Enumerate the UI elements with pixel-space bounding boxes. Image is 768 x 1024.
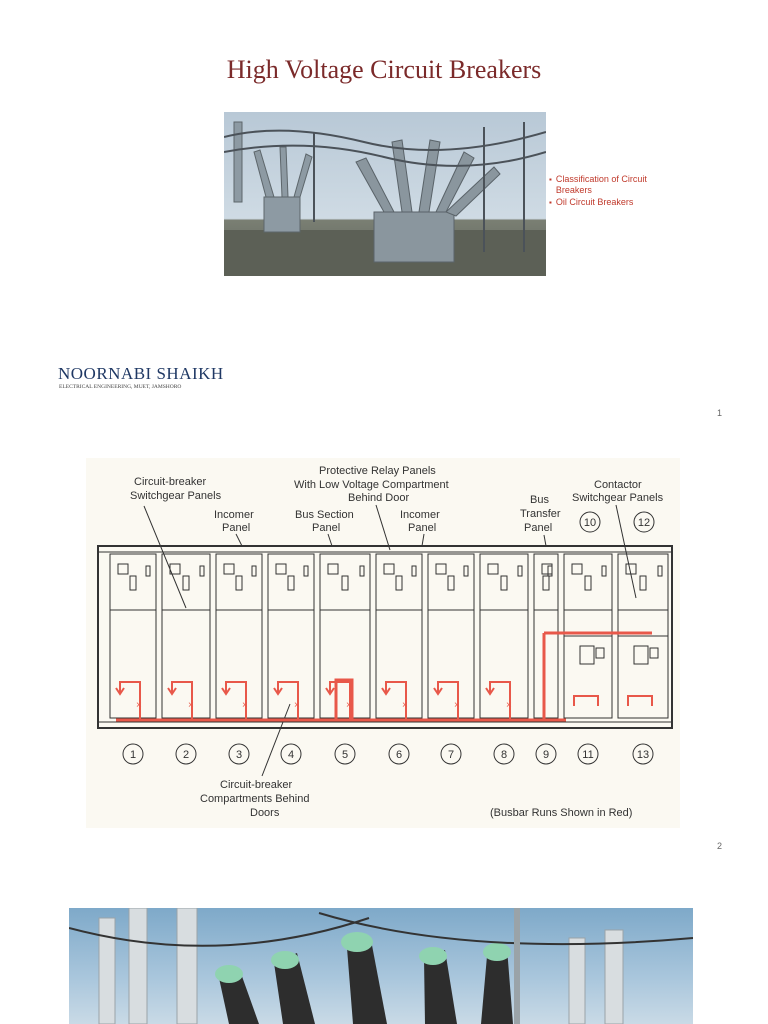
label-bus-transfer-1: Bus [530, 494, 549, 506]
page-number: 2 [717, 841, 723, 851]
label-cb-compartments-1: Circuit-breaker [220, 779, 293, 791]
bullet-text: Oil Circuit Breakers [555, 197, 634, 207]
label-contactor-1: Contactor [594, 479, 642, 491]
busbar-note: (Busbar Runs Shown in Red) [490, 807, 633, 819]
label-protective-1: Protective Relay Panels [319, 465, 436, 477]
panel-number: 11 [582, 749, 594, 761]
switchgear-panel [376, 554, 422, 718]
bullet-text: Classification of Circuit Breakers [555, 174, 647, 195]
panel-number: 4 [287, 749, 295, 761]
label-cb-compartments-3: Doors [250, 807, 280, 819]
panel-number: 6 [395, 749, 403, 761]
label-incomer-left-1: Incomer [214, 509, 254, 521]
label-protective-3: Behind Door [348, 492, 410, 504]
label-bus-transfer-2: Transfer [520, 508, 561, 520]
switchgear-panel [320, 554, 370, 718]
switchgear-panel [534, 554, 558, 718]
label-cb-compartments-2: Compartments Behind [200, 793, 310, 805]
panel-number-top: 12 [637, 517, 651, 529]
label-bus-section-2: Panel [312, 522, 341, 534]
panel-number: 8 [500, 749, 508, 761]
panel-number: 1 [129, 749, 137, 761]
label-incomer-left-2: Panel [222, 522, 251, 534]
svg-text:×: × [242, 700, 248, 711]
bullet-list [549, 174, 669, 209]
page-number: 1 [717, 408, 723, 418]
circuit-breaker-photo [224, 112, 546, 276]
svg-text:×: × [136, 700, 142, 711]
switchgear-diagram [86, 458, 680, 828]
switchgear-panel [162, 554, 210, 718]
insulator-photo [69, 908, 693, 1024]
bullet-item [549, 174, 669, 196]
bullet-icon: ▪ [549, 175, 552, 184]
svg-text:×: × [294, 700, 300, 711]
bullet-icon: ▪ [549, 198, 552, 207]
panel-number: 13 [636, 749, 650, 761]
panel-number: 7 [447, 749, 455, 761]
panel-number: 5 [341, 749, 349, 761]
label-cb-panels-2: Switchgear Panels [130, 490, 222, 502]
switchgear-panel [268, 554, 314, 718]
switchgear-panel [480, 554, 528, 718]
author-name: NOORNABI SHAIKH [58, 364, 224, 383]
svg-text:×: × [454, 700, 460, 711]
svg-text:×: × [346, 700, 352, 711]
switchgear-panel [110, 554, 156, 718]
label-contactor-2: Switchgear Panels [572, 492, 664, 504]
slide-title: High Voltage Circuit Breakers [226, 55, 542, 84]
switchgear-panel [216, 554, 262, 718]
panel-number: 2 [182, 749, 190, 761]
author-affiliation: ELECTRICAL ENGINEERING, MUET, JAMSHORO [59, 384, 182, 390]
switchgear-panel [428, 554, 474, 718]
svg-text:×: × [188, 700, 194, 711]
panel-number-top: 10 [583, 517, 597, 529]
label-bus-transfer-3: Panel [524, 522, 553, 534]
label-incomer-right-2: Panel [408, 522, 437, 534]
label-cb-panels-1: Circuit-breaker [134, 476, 207, 488]
panel-number: 3 [235, 749, 243, 761]
label-protective-2: With Low Voltage Compartment [294, 479, 449, 491]
label-incomer-right-1: Incomer [400, 509, 440, 521]
bullet-item [549, 197, 669, 208]
svg-text:×: × [402, 700, 408, 711]
svg-text:×: × [506, 700, 512, 711]
panel-number: 9 [542, 749, 550, 761]
label-bus-section-1: Bus Section [295, 509, 354, 521]
